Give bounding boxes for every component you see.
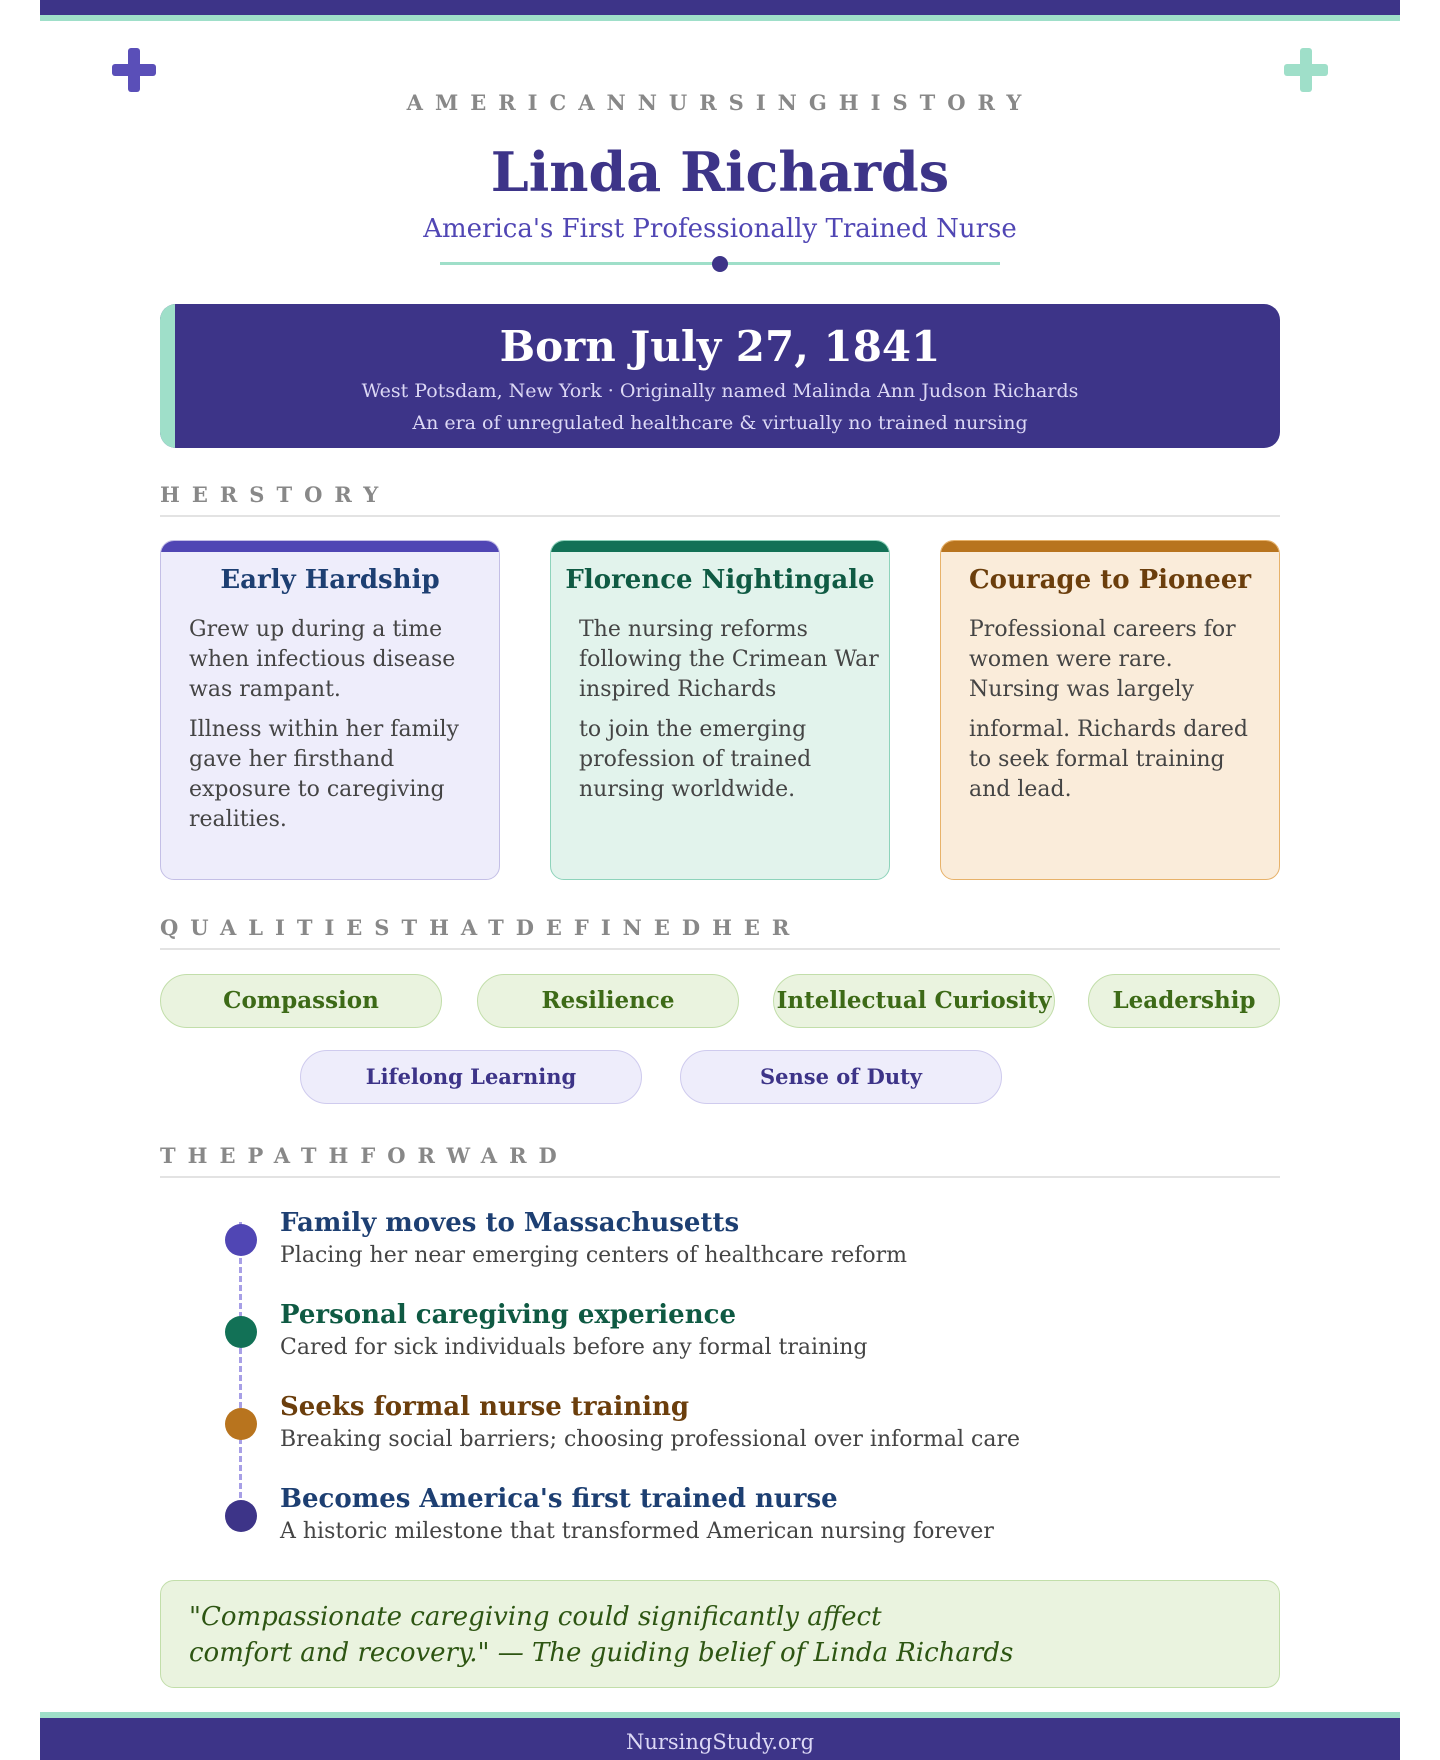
card-body — [189, 615, 489, 845]
timeline-step-title: Seeks formal nurse training — [280, 1392, 690, 1422]
timeline-dot — [225, 1500, 257, 1532]
born-place: West Potsdam, New York · Originally named Malinda Ann Judson Richards — [361, 380, 1079, 402]
timeline-step-desc: Placing her near emerging centers of healthcare reform — [280, 1243, 908, 1268]
card-accent-strip — [161, 541, 499, 552]
quality-pill-lifelong-learning: Lifelong Learning — [300, 1050, 642, 1104]
born-title: Born July 27, 1841 — [499, 322, 941, 371]
card-body — [579, 615, 879, 815]
infographic-page — [40, 0, 1400, 1760]
card-paragraph: Grew up during a time when infectious disease was rampant. — [189, 617, 456, 702]
timeline-dot — [225, 1224, 257, 1256]
quote-text — [189, 1599, 1229, 1671]
timeline-step-title: Becomes America's first trained nurse — [280, 1484, 838, 1514]
quality-pill-leadership: Leadership — [1088, 974, 1280, 1028]
story-card-early-hardship — [160, 540, 500, 880]
quality-pill-intellectual-curiosity: Intellectual Curiosity — [773, 974, 1055, 1028]
quality-pill-resilience: Resilience — [477, 974, 739, 1028]
story-card-courage-to-pioneer — [940, 540, 1280, 880]
timeline-connector — [239, 1222, 242, 1516]
divider-dot — [712, 256, 728, 272]
footer-site-name: NursingStudy.org — [625, 1730, 815, 1754]
cross-icon — [112, 48, 156, 92]
quality-pill-compassion: Compassion — [160, 974, 442, 1028]
card-body — [969, 615, 1269, 815]
timeline-step-title: Personal caregiving experience — [280, 1300, 737, 1330]
born-era: An era of unregulated healthcare & virtually no trained nursing — [412, 412, 1028, 434]
card-accent-strip — [941, 541, 1279, 552]
timeline-dot — [225, 1408, 257, 1440]
page-title: Linda Richards — [490, 140, 950, 204]
section-rule — [160, 948, 1280, 950]
card-title: Courage to Pioneer — [968, 565, 1252, 595]
card-paragraph: informal. Richards dared to seek formal training and lead. — [969, 717, 1249, 802]
section-rule — [160, 1176, 1280, 1178]
timeline-dot — [225, 1316, 257, 1348]
card-paragraph: Illness within her family gave her firsthand exposure to caregiving realities. — [189, 717, 459, 832]
card-title: Florence Nightingale — [565, 565, 875, 595]
card-paragraph: to join the emerging profession of trained nursing worldwide. — [579, 717, 812, 802]
timeline-step-desc: Cared for sick individuals before any formal training — [280, 1335, 868, 1360]
quality-pill-sense-of-duty: Sense of Duty — [680, 1050, 1002, 1104]
page-subtitle: America's First Professionally Trained Nurse — [423, 214, 1017, 244]
card-accent-strip — [551, 541, 889, 552]
timeline-step-desc: Breaking social barriers; choosing professional over informal care — [280, 1427, 1020, 1452]
card-paragraph: Professional careers for women were rare. Nursing was largely — [969, 617, 1236, 702]
section-heading-qualities: QUALITIESTHATDEFINEDHER — [160, 915, 802, 940]
quote-line: "Compassionate caregiving could significantly affect — [189, 1602, 882, 1632]
timeline-step-desc: A historic milestone that transformed American nursing forever — [280, 1519, 994, 1544]
section-rule — [160, 515, 1280, 517]
top-bar — [40, 0, 1400, 15]
eyebrow-label: AMERICANNURSINGHISTORY — [406, 90, 1034, 115]
story-card-florence-nightingale — [550, 540, 890, 880]
quote-line: comfort and recovery." — The guiding belief of Linda Richards — [189, 1638, 1014, 1668]
cross-icon — [1284, 48, 1328, 92]
card-title: Early Hardship — [220, 565, 440, 595]
born-banner — [160, 304, 1280, 448]
section-heading-path-forward: THEPATHFORWARD — [160, 1143, 569, 1168]
card-paragraph: The nursing reforms following the Crimean War inspired Richards — [579, 617, 879, 702]
timeline-step-title: Family moves to Massachusetts — [280, 1208, 740, 1238]
quote-box — [160, 1580, 1280, 1688]
top-accent-stripe — [40, 15, 1400, 21]
section-heading-her-story: HERSTORY — [160, 482, 391, 507]
